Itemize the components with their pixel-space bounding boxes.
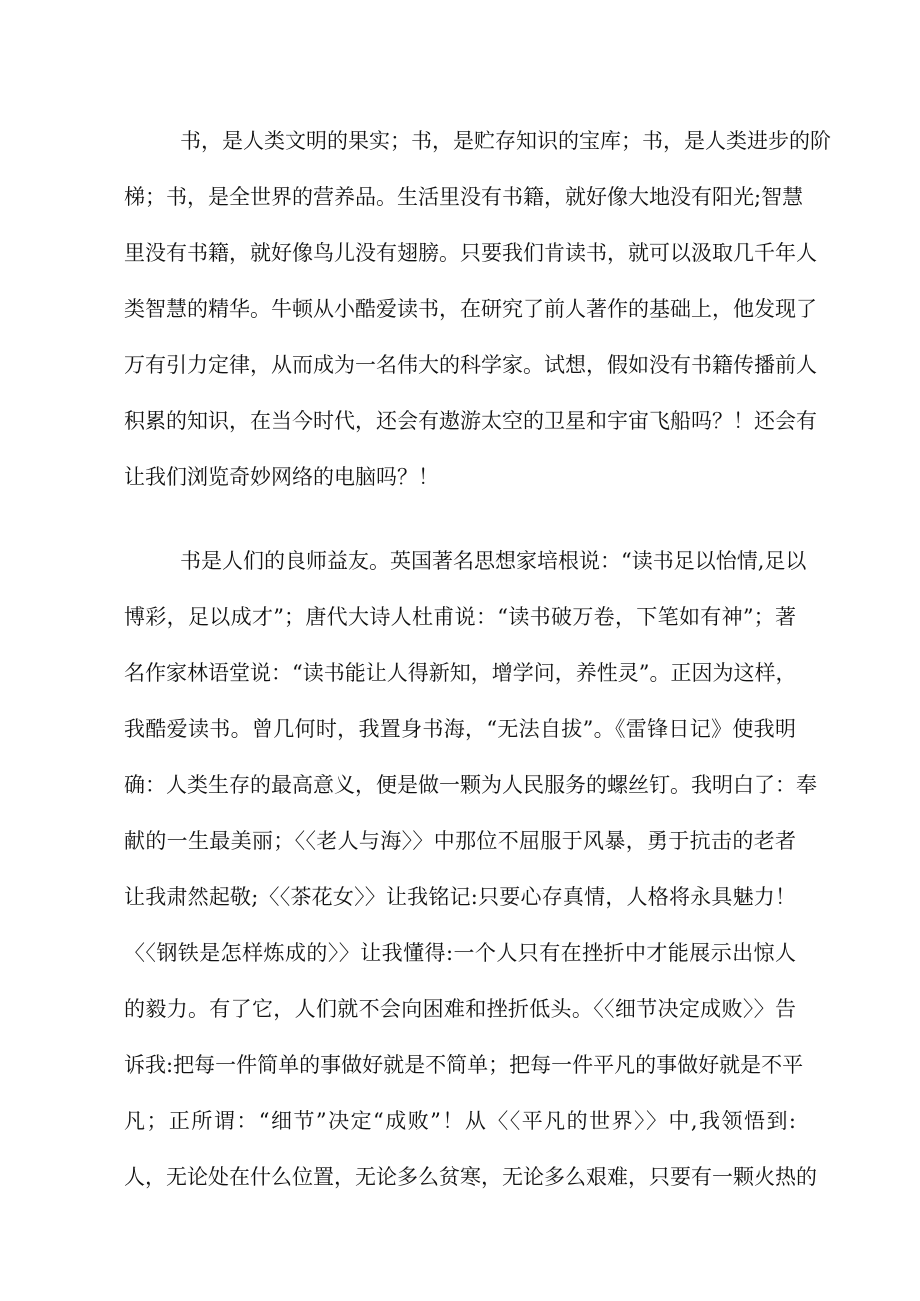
paragraph-line: 万有引力定律，从而成为一名伟大的科学家。试想，假如没有书籍传播前人 [124, 353, 817, 377]
paragraph-line: 〈〈钢铁是怎样炼成的〉〉让我懂得:一个人只有在挫折中才能展示出惊人 [124, 941, 796, 965]
paragraph-line: 诉我:把每一件简单的事做好就是不简单；把每一件平凡的事做好就是不平 [124, 1053, 804, 1077]
paragraph-2 [124, 533, 817, 1205]
paragraph-line: 确：人类生存的最高意义，便是做一颗为人民服务的螺丝钉。我明白了：奉 [124, 773, 817, 797]
paragraph-line: 我酷爱读书。曾几何时，我置身书海，“无法自拔”。《雷锋日记》使我明 [124, 717, 796, 741]
paragraph-line: 书是人们的良师益友。英国著名思想家培根说：“读书足以怡情,足以 [180, 549, 807, 573]
paragraph-line: 书，是人类文明的果实；书，是贮存知识的宝库；书，是人类进步的阶 [180, 129, 831, 153]
paragraph-line: 凡；正所谓：“细节”决定“成败”！从〈〈平凡的世界〉〉中,我领悟到: [124, 1109, 796, 1133]
paragraph-line: 类智慧的精华。牛顿从小酷爱读书，在研究了前人著作的基础上，他发现了 [124, 297, 817, 321]
paragraph-line: 博彩，足以成才”；唐代大诗人杜甫说：“读书破万卷，下笔如有神”；著 [124, 605, 796, 629]
paragraph-line: 让我肃然起敬;〈〈茶花女〉〉让我铭记:只要心存真情，人格将永具魅力！ [124, 885, 796, 909]
paragraph-line: 名作家林语堂说：“读书能让人得新知，增学问，养性灵”。正因为这样， [124, 661, 797, 685]
paragraph-line: 里没有书籍，就好像鸟儿没有翅膀。只要我们肯读书，就可以汲取几千年人 [124, 241, 817, 265]
paragraph-line: 的毅力。有了它，人们就不会向困难和挫折低头。〈〈细节决定成败〉〉告 [124, 997, 796, 1021]
paragraph-line: 梯；书，是全世界的营养品。生活里没有书籍，就好像大地没有阳光;智慧 [124, 185, 804, 209]
paragraph-line: 让我们浏览奇妙网络的电脑吗？！ [124, 465, 439, 489]
paragraph-line: 献的一生最美丽；〈〈老人与海〉〉中那位不屈服于风暴，勇于抗击的老者 [124, 829, 796, 853]
paragraph-1 [124, 113, 831, 505]
paragraph-line: 积累的知识，在当今时代，还会有遨游太空的卫星和宇宙飞船吗？！还会有 [124, 409, 817, 433]
paragraph-line: 人，无论处在什么位置，无论多么贫寒，无论多么艰难，只要有一颗火热的 [124, 1165, 817, 1189]
